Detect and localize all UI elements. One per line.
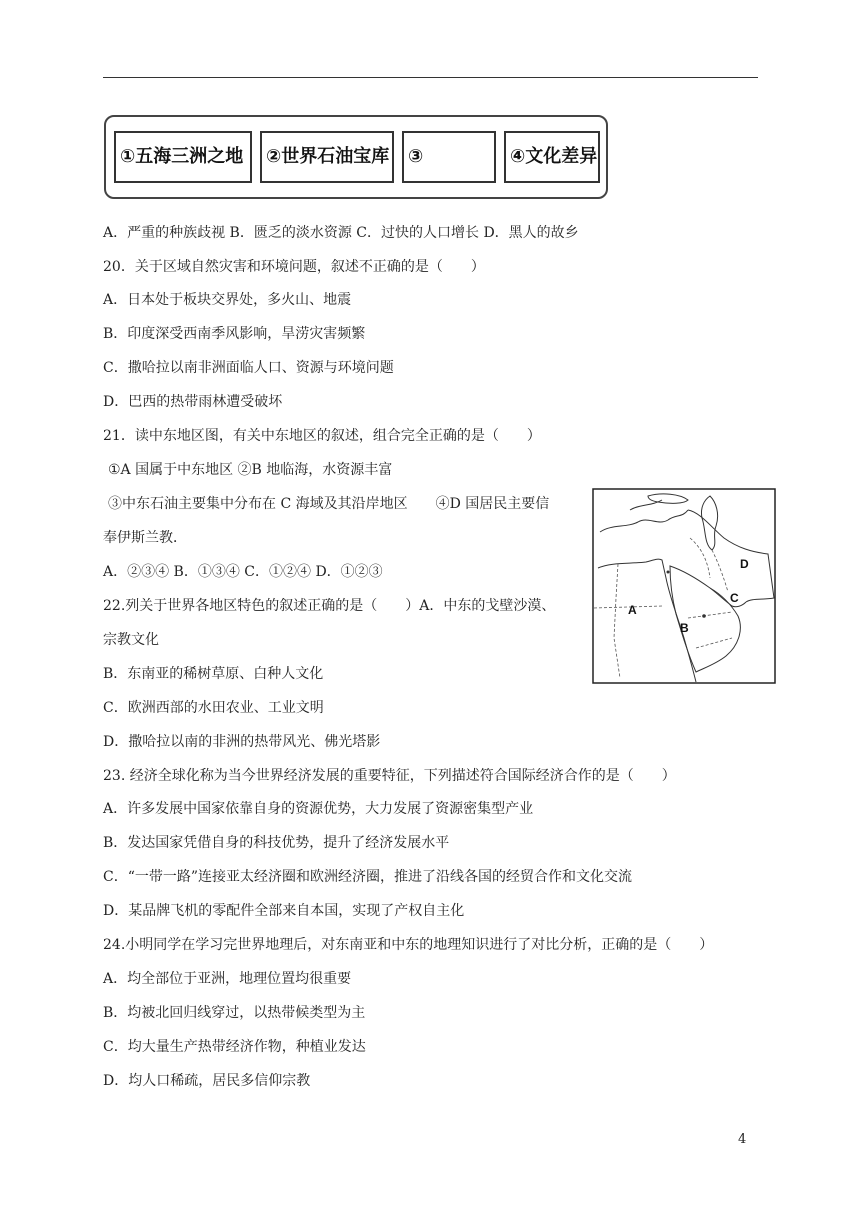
q22-option-c: C．欧洲西部的水田农业、工业文明 [103,700,324,716]
map-label-b: B [680,621,689,635]
keyword-box-4: ④文化差异 [504,131,600,183]
q22-option-a-cont: 宗教文化 [103,632,159,648]
q23-option-a: A．许多发展中国家依靠自身的资源优势，大力发展了资源密集型产业 [103,801,534,817]
q24-option-a: A．均全部位于亚洲，地理位置均很重要 [103,971,352,987]
q22-option-b: B．东南亚的稀树草原、白种人文化 [103,666,324,682]
keyword-box-1: ①五海三洲之地 [114,131,252,183]
q23-option-b: B．发达国家凭借自身的科技优势，提升了经济发展水平 [103,835,450,851]
q20-option-b: B．印度深受西南季风影响，旱涝灾害频繁 [103,326,366,342]
q22-stem: 22.列关于世界各地区特色的叙述正确的是（ ）A．中东的戈壁沙漠、 [103,598,556,614]
q24-option-b: B．均被北回归线穿过，以热带候类型为主 [103,1005,366,1021]
q24-stem: 24.小明同学在学习完世界地理后，对东南亚和中东的地理知识进行了对比分析，正确的是（ ） [103,937,714,953]
q20-option-c: C．撒哈拉以南非洲面临人口、资源与环境问题 [103,360,394,376]
keyword-box-2: ②世界石油宝库 [260,131,394,183]
q23-stem: 23. 经济全球化称为当今世界经济发展的重要特征，下列描述符合国际经济合作的是（ ） [103,768,676,784]
q20-option-d: D．巴西的热带雨林遭受破坏 [103,394,283,410]
q21-statement-1: ①A 国属于中东地区 ②B 地临海，水资源丰富 [108,462,393,478]
map-label-c: C [730,591,739,605]
q20-option-a: A．日本处于板块交界处，多火山、地震 [103,292,352,308]
keyword-box-3: ③ [402,131,496,183]
map-label-a: A [628,603,637,617]
q23-option-d: D．某品牌飞机的零配件全部来自本国，实现了产权自主化 [103,903,465,919]
q20-stem: 20．关于区域自然灾害和环境问题，叙述不正确的是（ ） [103,259,485,275]
keyword-box-group [104,115,608,199]
q21-statement-2: ③中东石油主要集中分布在 C 海域及其沿岸地区 ④D 国居民主要信 [108,496,550,512]
q22-option-d: D．撒哈拉以南的非洲的热带风光、佛光塔影 [103,734,381,750]
q19-options: A．严重的种族歧视 B．匮乏的淡水资源 C．过快的人口增长 D．黑人的故乡 [103,225,579,241]
page-number: 4 [738,1132,747,1147]
header-rule [103,77,758,78]
map-label-d: D [740,557,749,571]
q21-statement-cont: 奉伊斯兰教． [103,530,187,546]
q23-option-c: C．“一带一路”连接亚太经济圈和欧洲经济圈，推进了沿线各国的经贸合作和文化交流 [103,869,633,885]
middle-east-map [592,488,776,684]
q21-options: A．②③④ B．①③④ C．①②④ D．①②③ [103,564,383,580]
q24-option-c: C．均大量生产热带经济作物，种植业发达 [103,1039,366,1055]
q21-stem: 21．读中东地区图，有关中东地区的叙述，组合完全正确的是（ ） [103,428,541,444]
q24-option-d: D．均人口稀疏，居民多信仰宗教 [103,1073,311,1089]
